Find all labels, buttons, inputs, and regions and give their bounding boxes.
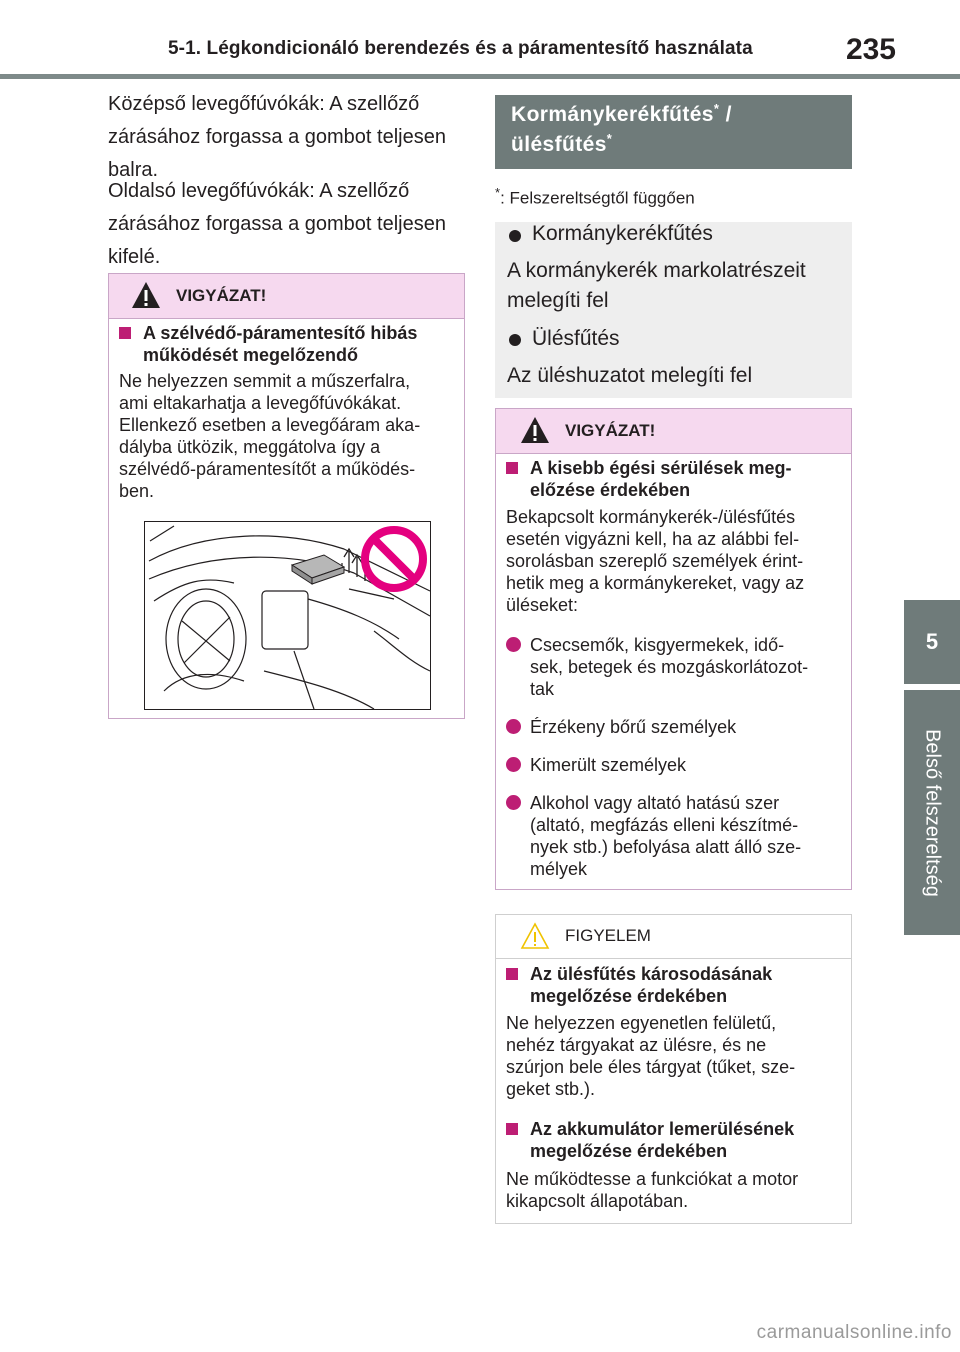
warning-icon: [131, 281, 161, 309]
notice-triangle-icon: [520, 922, 550, 950]
caution-box-burns: [495, 408, 852, 890]
square-bullet-icon: [506, 462, 518, 474]
notice-box: [495, 914, 852, 1224]
caution-body: Ne helyezzen semmit a műszerfalra, ami eltakarhatja a levegőfúvókákat. Ellenkező esetben a levegőáram aka- dályba ütközik, meggátolva így a szélvédő-páramentesítőt a működés- ben.: [119, 371, 421, 501]
footnote-mark: *: [606, 131, 613, 146]
header-title: 5-1. Légkondicionáló berendezés és a páramentesítő használata: [168, 38, 753, 59]
list-item: Érzékeny bőrű személyek: [506, 716, 846, 738]
chapter-tab-number[interactable]: 5: [904, 600, 960, 684]
feature-steering-heater-desc-2: melegíti fel: [507, 289, 609, 312]
dashboard-illustration: [144, 521, 431, 710]
bullet-dot-icon: [506, 757, 521, 772]
paragraph-side-vents: Oldalsó levegőfúvókák: A szellőző zárásához forgassa a gombot teljesen kifelé.: [108, 180, 446, 268]
bullet-dot-icon: [506, 795, 521, 810]
caution-subhead: A kisebb égési sérülések meg- előzése érdekében: [506, 457, 846, 501]
bullet-dot-icon: [509, 334, 521, 346]
notice-header: [496, 915, 851, 959]
notice-subhead-battery: Az akkumulátor lemerülésének megelőzése érdekében: [506, 1118, 846, 1162]
feature-steering-heater-desc-1: A kormánykerék markolatrészeit: [507, 259, 806, 282]
warning-icon: [520, 416, 550, 444]
list-item: Alkohol vagy altató hatású szer (altató, megfázás elleni készítmé- nyek stb.) befolyása alatt álló sze- mélyek: [506, 792, 846, 880]
feature-seat-heater-title: Ülésfűtés: [532, 327, 620, 350]
paragraph-center-vents: Középső levegőfúvókák: A szellőző zárásához forgassa a gombot teljesen balra.: [108, 93, 446, 181]
feature-box: [495, 222, 852, 398]
footer-watermark[interactable]: carmanualsonline.info: [756, 1322, 952, 1343]
caution-header: [496, 409, 851, 454]
caution-box-defroster: [108, 273, 465, 719]
page-number: 235: [845, 33, 896, 66]
notice-title: FIGYELEM: [565, 926, 651, 945]
caution-header: [109, 274, 464, 319]
bullet-dot-icon: [509, 230, 521, 242]
notice-subhead-seat: Az ülésfűtés károsodásának megelőzése érdekében: [506, 963, 846, 1007]
caution-title: VIGYÁZAT!: [565, 421, 656, 440]
list-item: Kimerült személyek: [506, 754, 846, 776]
bullet-dot-icon: [506, 719, 521, 734]
header-rule: [0, 74, 960, 79]
caution-body: Bekapcsolt kormánykerék-/ülésfűtés esetén vigyázni kell, ha az alábbi fel- sorolásban szereplő személyek érint- hetik meg a kormánykereket, vagy az üléseket:: [506, 507, 805, 615]
section-heading: Kormánykerékfűtés* / ülésfűtés*: [495, 95, 852, 169]
square-bullet-icon: [119, 327, 131, 339]
feature-steering-heater-title: Kormánykerékfűtés: [532, 222, 713, 245]
caution-subhead: A szélvédő-páramentesítő hibás működését megelőzendő: [119, 322, 459, 366]
footnote: *: Felszereltségtől függően: [495, 185, 695, 208]
square-bullet-icon: [506, 968, 518, 980]
notice-body-battery: Ne működtesse a funkciókat a motor kikapcsolt állapotában.: [506, 1169, 799, 1211]
chapter-tab-label[interactable]: Belső felszereltség: [904, 690, 960, 935]
caution-title: VIGYÁZAT!: [176, 286, 267, 305]
bullet-dot-icon: [506, 637, 521, 652]
square-bullet-icon: [506, 1123, 518, 1135]
notice-body-seat: Ne helyezzen egyenetlen felületű, nehéz tárgyakat az ülésre, és ne szúrjon bele éles tárgyat (tűket, sze- geket stb.).: [506, 1013, 796, 1099]
feature-seat-heater-desc: Az üléshuzatot melegíti fel: [507, 364, 753, 387]
list-item: Csecsemők, kisgyermekek, idő- sek, betegek és mozgáskorlátozot- tak: [506, 634, 846, 700]
